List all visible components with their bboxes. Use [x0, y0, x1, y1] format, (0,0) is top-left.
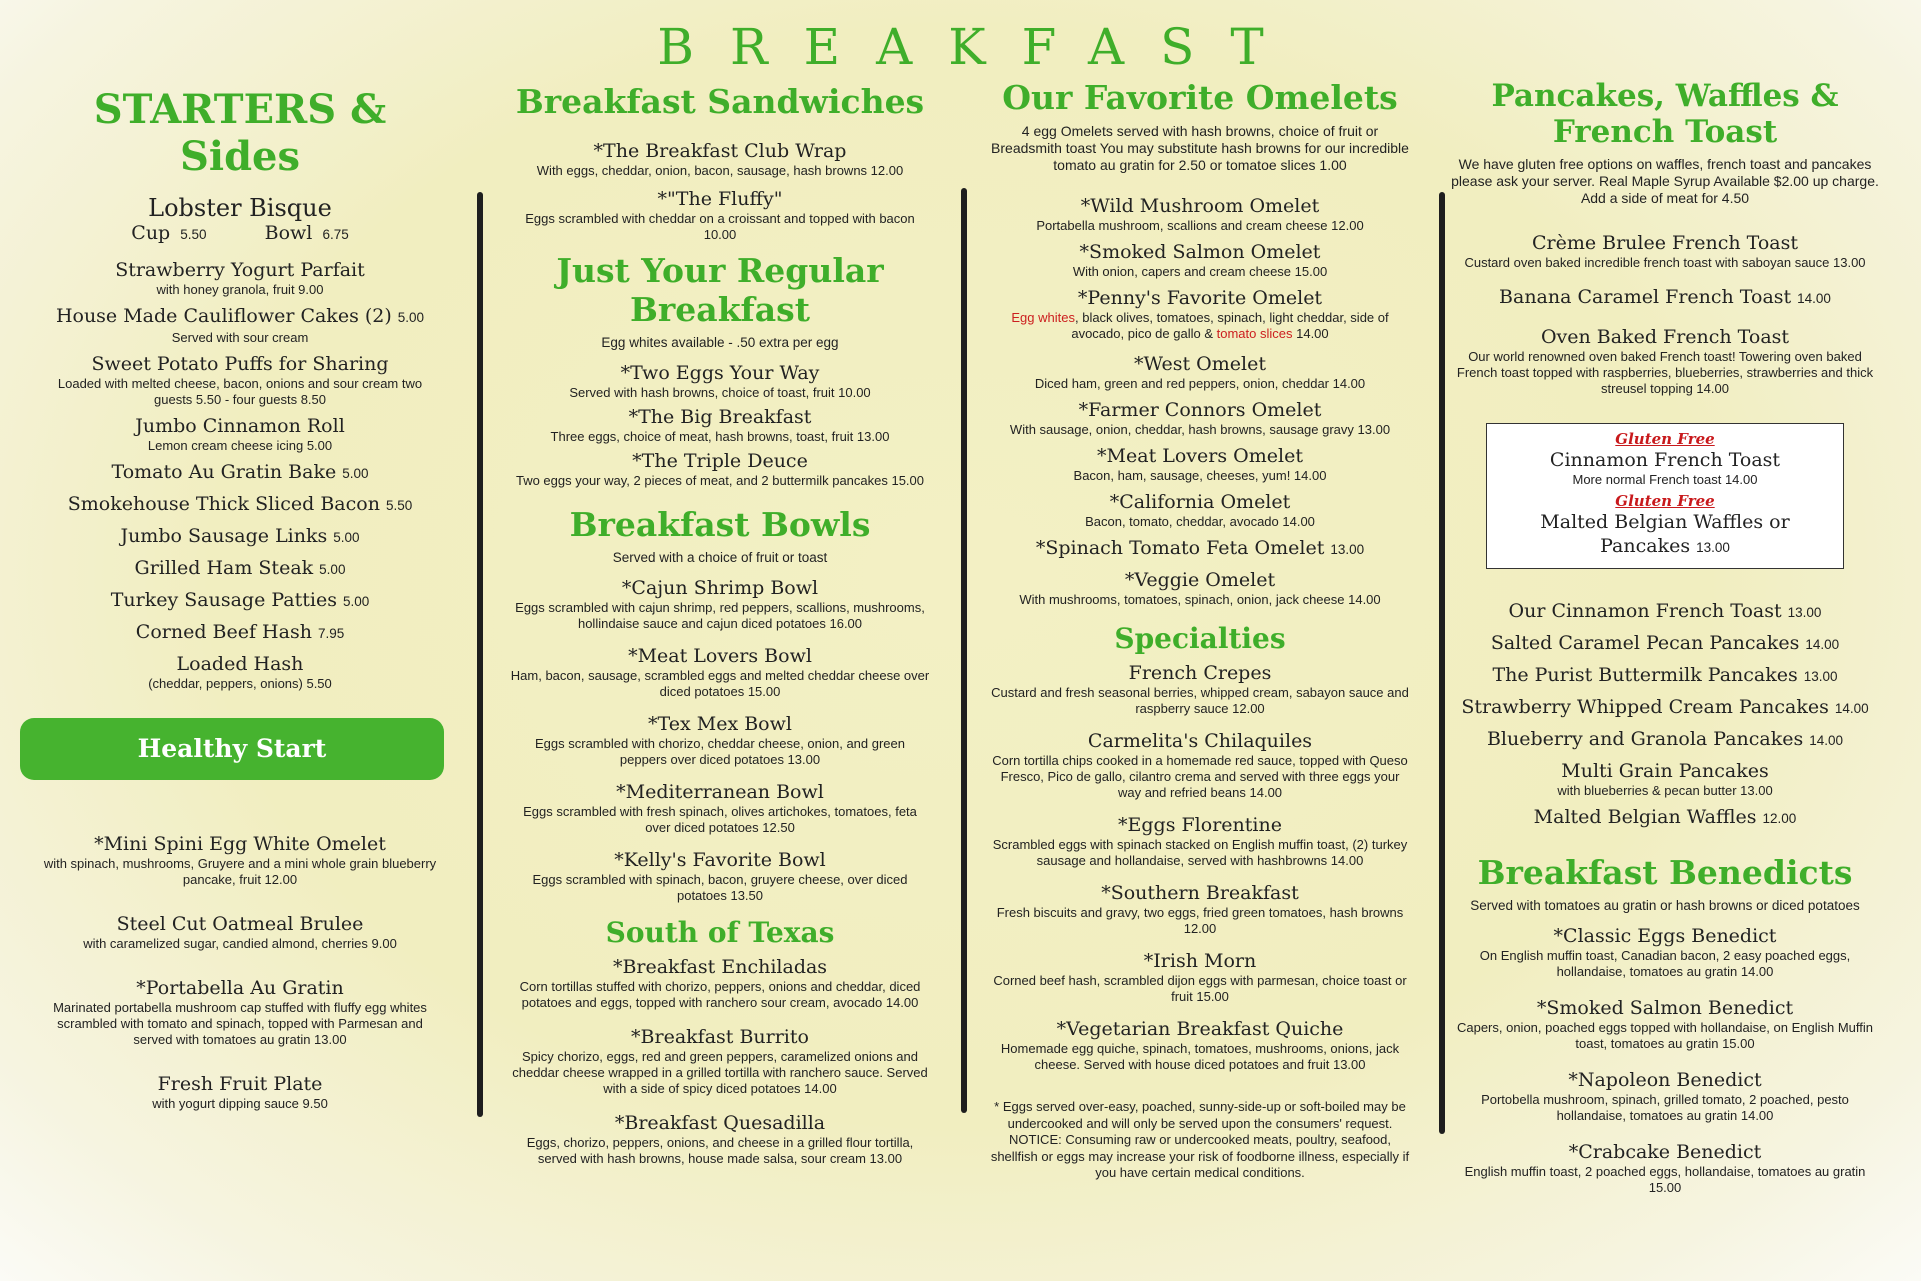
menu-item	[990, 881, 1410, 937]
column-divider	[477, 192, 483, 1117]
menu-item-description: Eggs, chorizo, peppers, onions, and cheese in a grilled flour tortilla, served with hash browns, house made salsa, sour cream 13.00	[526, 1135, 914, 1166]
menu-item-name: Malted Belgian Waffles or Pancakes 13.00	[1540, 511, 1790, 557]
menu-item	[510, 955, 930, 1011]
starters-heading: STARTERS & Sides	[93, 86, 387, 180]
menu-item-name: Oven Baked French Toast	[1540, 326, 1790, 348]
menu-item-description: Lemon cream cheese icing 5.00	[147, 438, 333, 453]
menu-item-description: English muffin toast, 2 poached eggs, hollandaise, tomatoes au gratin 15.00	[1464, 1164, 1866, 1195]
menu-item-name: Tomato Au Gratin Bake 5.00	[111, 461, 369, 483]
menu-item-name: The Purist Buttermilk Pancakes 13.00	[1492, 664, 1838, 686]
menu-item-price: 13.00	[1803, 669, 1838, 684]
menu-item-name: Strawberry Yogurt Parfait	[115, 259, 365, 281]
menu-item	[1450, 1140, 1880, 1196]
menu-item	[40, 460, 440, 486]
menu-item	[990, 729, 1410, 801]
menu-item-description: Fresh biscuits and gravy, two eggs, fried green tomatoes, hash browns 12.00	[996, 905, 1404, 936]
menu-item-price: 13.00	[1696, 540, 1730, 555]
menu-item	[1450, 759, 1880, 799]
menu-item-name: *California Omelet	[1109, 491, 1291, 513]
menu-item	[990, 949, 1410, 1005]
benedicts-heading: Breakfast Benedicts	[1477, 853, 1853, 892]
menu-item-description: Marinated portabella mushroom cap stuffed with fluffy egg whites scrambled with tomato and spinach, topped with Parmesan and served with tomatoes au gratin 13.00	[53, 1000, 427, 1047]
menu-item-description: With sausage, onion, cheddar, hash browns, sausage gravy 13.00	[1009, 422, 1391, 437]
sandwiches-column	[510, 60, 930, 1181]
menu-item-price: 5.00	[397, 310, 425, 325]
menu-item-name: *Classic Eggs Benedict	[1553, 925, 1777, 947]
menu-item-name: *Southern Breakfast	[1101, 882, 1299, 904]
menu-item	[40, 524, 440, 550]
menu-item-name: Loaded Hash	[176, 653, 304, 675]
menu-item-price: 12.00	[1762, 811, 1797, 826]
menu-item-name: Corned Beef Hash 7.95	[135, 621, 345, 643]
menu-item	[990, 194, 1410, 234]
menu-item-description: Scrambled eggs with spinach stacked on English muffin toast, (2) turkey sausage and hollandaise, served with hashbrowns 14.00	[992, 837, 1408, 868]
menu-item-description: Eggs scrambled with cheddar on a croissant and topped with bacon 10.00	[525, 211, 915, 242]
menu-item-name: Our Cinnamon French Toast 13.00	[1508, 600, 1822, 622]
menu-item-name: Steel Cut Oatmeal Brulee	[116, 913, 364, 935]
pancakes-top-list	[1450, 231, 1880, 397]
starters-list	[40, 258, 440, 692]
omelets-list-a	[990, 194, 1410, 280]
menu-item-price: 13.00	[1330, 542, 1365, 557]
menu-item	[40, 258, 440, 298]
healthy-start-banner: Healthy Start	[20, 718, 444, 780]
menu-item-name: *West Omelet	[1134, 353, 1266, 375]
menu-item	[990, 490, 1410, 530]
menu-item-name: Cinnamon French Toast	[1549, 449, 1781, 471]
menu-item	[40, 652, 440, 692]
menu-item-name: *Wild Mushroom Omelet	[1080, 195, 1320, 217]
menu-item	[990, 568, 1410, 608]
menu-item	[510, 644, 930, 700]
menu-item	[1450, 285, 1880, 311]
menu-item-description: On English muffin toast, Canadian bacon, 2 easy poached eggs, hollandaise, tomatoes au gratin 14.00	[1479, 948, 1851, 979]
menu-item-price: 5.00	[319, 562, 346, 577]
menu-item	[40, 976, 440, 1048]
menu-item	[510, 139, 930, 179]
menu-item-name: Fresh Fruit Plate	[157, 1073, 323, 1095]
menu-item	[1450, 663, 1880, 689]
menu-item-description: Corned beef hash, scrambled dijon eggs with parmesan, choice toast or fruit 15.00	[993, 973, 1407, 1004]
menu-item-price: 5.00	[333, 530, 360, 545]
menu-item-description: Custard oven baked incredible french toast with saboyan sauce 13.00	[1464, 255, 1866, 270]
menu-item	[990, 240, 1410, 280]
menu-item-name: *Crabcake Benedict	[1568, 1141, 1762, 1163]
menu-item-name: Crème Brulee French Toast	[1531, 232, 1799, 254]
menu-item-description: Eggs scrambled with chorizo, cheddar cheese, onion, and green peppers over diced potatoes 13.00	[535, 736, 905, 767]
menu-item	[990, 813, 1410, 869]
menu-item-description: Eggs scrambled with fresh spinach, olives artichokes, tomatoes, feta over diced potatoes 12.50	[523, 804, 917, 835]
menu-item-name: *Farmer Connors Omelet	[1078, 399, 1322, 421]
regular-heading: Just Your Regular Breakfast	[556, 251, 884, 329]
bowl-price: 6.75	[322, 227, 349, 242]
menu-item-name: Smokehouse Thick Sliced Bacon 5.50	[67, 493, 413, 515]
menu-item-description: Bacon, ham, sausage, cheeses, yum! 14.00	[1073, 468, 1327, 483]
lobster-bisque-prices	[40, 222, 440, 244]
menu-item-price: 14.00	[1797, 291, 1831, 306]
menu-item-name: *Smoked Salmon Benedict	[1536, 997, 1794, 1019]
menu-item	[990, 1017, 1410, 1073]
page-title: BREAKFAST	[657, 18, 1300, 76]
menu-item	[510, 780, 930, 836]
menu-item-description: Corn tortilla chips cooked in a homemade red sauce, topped with Queso Fresco, Pico de gallo, cilantro crema and served with three eggs your way and refried beans 14.00	[992, 753, 1408, 800]
pancakes-column	[1450, 60, 1880, 1212]
menu-item-name: *The Triple Deuce	[632, 450, 808, 472]
menu-item-description: Served with sour cream	[171, 330, 309, 345]
specialties-heading: Specialties	[1114, 622, 1286, 655]
menu-item-name: *Penny's Favorite Omelet	[1077, 287, 1323, 309]
specialties-list	[990, 661, 1410, 1073]
menu-item-name: *Portabella Au Gratin	[136, 977, 344, 999]
menu-item-description: Ham, bacon, sausage, scrambled eggs and melted cheddar cheese over diced potatoes 15.00	[510, 668, 930, 699]
menu-item	[510, 576, 930, 632]
menu-item-description: Served with hash browns, choice of toast, fruit 10.00	[569, 385, 871, 400]
menu-item	[1450, 805, 1880, 831]
egg-whites-highlight: Egg whites	[1011, 310, 1075, 325]
menu-item-name: Jumbo Cinnamon Roll	[135, 415, 345, 437]
menu-item-description: Homemade egg quiche, spinach, tomatoes, mushrooms, onions, jack cheese. Served with house diced potatoes and fruit 13.00	[1000, 1041, 1400, 1072]
menu-item-description: Diced ham, green and red peppers, onion, cheddar 14.00	[1034, 376, 1366, 391]
menu-item-description: More normal French toast 14.00	[1572, 472, 1758, 487]
menu-item-description: with spinach, mushrooms, Gruyere and a mini whole grain blueberry pancake, fruit 12.00	[43, 856, 437, 887]
menu-item-name: *Irish Morn	[1143, 950, 1257, 972]
menu-item	[1450, 599, 1880, 625]
bowls-heading: Breakfast Bowls	[569, 505, 871, 544]
menu-item	[1450, 727, 1880, 753]
menu-item-name: *Eggs Florentine	[1118, 814, 1282, 836]
menu-item-name: *Veggie Omelet	[1124, 569, 1276, 591]
menu-item-description: Portabella mushroom, scallions and cream cheese 12.00	[1036, 218, 1364, 233]
bowl-label: Bowl	[264, 222, 313, 244]
texas-list	[510, 955, 930, 1167]
menu-item	[40, 832, 440, 888]
omelets-sub: 4 egg Omelets served with hash browns, choice of fruit or Breadsmith toast You may substitute hash browns for our incredible tomato au gratin for 2.50 or tomatoe slices 1.00	[991, 123, 1409, 173]
menu-item	[990, 444, 1410, 484]
menu-item-name: *Two Eggs Your Way	[620, 362, 820, 384]
menu-item-name: *Meat Lovers Omelet	[1097, 445, 1303, 467]
menu-item-name: Strawberry Whipped Cream Pancakes 14.00	[1461, 696, 1869, 718]
menu-item	[990, 398, 1410, 438]
menu-item-description: With eggs, cheddar, onion, bacon, sausage, hash browns 12.00	[536, 163, 904, 178]
menu-item-name: *The Breakfast Club Wrap	[593, 140, 847, 162]
menu-item-description: with caramelized sugar, candied almond, cherries 9.00	[83, 936, 397, 951]
pancakes-heading: Pancakes, Waffles & French Toast	[1491, 78, 1839, 150]
menu-item-description: Spicy chorizo, eggs, red and green peppers, caramelized onions and cheddar cheese wrapped in a grilled tortilla with ranchero sauce. Served with a side of spicy diced potatoes 14.00	[512, 1049, 928, 1096]
menu-item-name: *Meat Lovers Bowl	[628, 645, 812, 667]
menu-item-name: Malted Belgian Waffles 12.00	[1533, 806, 1797, 828]
sandwiches-list	[510, 139, 930, 243]
menu-item-description: Custard and fresh seasonal berries, whipped cream, sabayon sauce and raspberry sauce 12.00	[991, 685, 1409, 716]
menu-item	[40, 352, 440, 408]
tomato-slices-highlight: tomato slices	[1216, 326, 1293, 341]
menu-item-name: *Tex Mex Bowl	[648, 713, 792, 735]
omelets-list-b	[990, 352, 1410, 608]
menu-item-description: Corn tortillas stuffed with chorizo, peppers, onions and cheddar, diced potatoes and eggs, topped with ranchero sour cream, avocado 14.00	[519, 979, 921, 1010]
menu-item-description: with yogurt dipping sauce 9.50	[152, 1096, 328, 1111]
menu-item	[1450, 1068, 1880, 1124]
menu-item-price: 13.00	[1787, 605, 1822, 620]
menu-item	[40, 912, 440, 952]
menu-item-description: Eggs scrambled with spinach, bacon, gruyere cheese, over diced potatoes 13.50	[532, 872, 908, 903]
menu-item-description: Eggs scrambled with cajun shrimp, red peppers, scallions, mushrooms, hollindaise sauce and cajun diced potatoes 16.00	[515, 600, 925, 631]
menu-item-description: Capers, onion, poached eggs topped with hollandaise, on English Muffin toast, tomatoes au gratin 15.00	[1456, 1020, 1874, 1051]
menu-item-price: 7.95	[317, 626, 345, 641]
menu-item-name: *Mini Spini Egg White Omelet	[94, 833, 386, 855]
bowls-sub: Served with a choice of fruit or toast	[612, 550, 828, 565]
menu-item	[40, 1072, 440, 1112]
menu-item-name: Multi Grain Pancakes	[1561, 760, 1769, 782]
menu-item-description: with blueberries & pecan butter 13.00	[1557, 783, 1773, 798]
bowls-list	[510, 576, 930, 904]
menu-item-name: *Cajun Shrimp Bowl	[621, 577, 819, 599]
menu-item-price: 14.00	[1805, 637, 1840, 652]
menu-item-name: *Napoleon Benedict	[1568, 1069, 1762, 1091]
pancakes-sub: We have gluten free options on waffles, french toast and pancakes please ask your server. Real Maple Syrup Available $2.00 up charge. Add a side of meat for 4.50	[1451, 156, 1879, 206]
menu-item-name: Blueberry and Granola Pancakes 14.00	[1486, 728, 1844, 750]
menu-item-name: Turkey Sausage Patties 5.00	[110, 589, 370, 611]
menu-item-name: *The Big Breakfast	[628, 406, 812, 428]
menu-item-description: With mushrooms, tomatoes, spinach, onion, jack cheese 14.00	[1019, 592, 1381, 607]
gluten-free-label: Gluten Free	[1615, 430, 1715, 448]
menu-item	[40, 588, 440, 614]
texas-heading: South of Texas	[605, 916, 835, 949]
menu-item	[1450, 231, 1880, 271]
menu-item-name: *Spinach Tomato Feta Omelet 13.00	[1035, 537, 1365, 559]
menu-item-name: Jumbo Sausage Links 5.00	[120, 525, 360, 547]
regular-list	[510, 361, 930, 489]
lobster-bisque-name: Lobster Bisque	[148, 194, 332, 222]
menu-item-name: Banana Caramel French Toast 14.00	[1499, 286, 1831, 308]
menu-item-name: *Mediterranean Bowl	[616, 781, 824, 803]
cup-label: Cup	[131, 222, 171, 244]
menu-item-name: French Crepes	[1128, 662, 1272, 684]
menu-item-description: with honey granola, fruit 9.00	[156, 282, 324, 297]
menu-item-name: *Kelly's Favorite Bowl	[614, 849, 826, 871]
menu-item	[990, 352, 1410, 392]
menu-item	[510, 1025, 930, 1097]
omelets-heading: Our Favorite Omelets	[1002, 78, 1398, 117]
menu-item-name: House Made Cauliflower Cakes (2) 5.00	[55, 305, 425, 327]
gluten-free-label: Gluten Free	[1615, 492, 1715, 510]
menu-item	[1450, 631, 1880, 657]
menu-item	[1450, 996, 1880, 1052]
menu-item-name: *Vegetarian Breakfast Quiche	[1056, 1018, 1344, 1040]
menu-item	[1450, 695, 1880, 721]
cup-price: 5.50	[180, 227, 207, 242]
menu-item-description: Loaded with melted cheese, bacon, onions and sour cream two guests 5.50 - four guests 8.50	[57, 376, 423, 407]
menu-item	[510, 361, 930, 401]
menu-item	[990, 661, 1410, 717]
benedicts-list	[1450, 924, 1880, 1196]
benedicts-sub: Served with tomatoes au gratin or hash browns or diced potatoes	[1470, 898, 1860, 913]
menu-item	[510, 1111, 930, 1167]
column-divider	[1439, 192, 1445, 1134]
menu-item	[40, 556, 440, 582]
menu-item	[40, 492, 440, 518]
menu-item-price: 14.00	[1834, 701, 1869, 716]
menu-item-price: 14.00	[1809, 733, 1844, 748]
menu-item-name: *"The Fluffy"	[657, 188, 783, 210]
menu-item-description: Egg whites, black olives, tomatoes, spinach, light cheddar, side of avocado, pico de gallo & tomato slices 14.00	[1011, 310, 1389, 341]
menu-item-name: Grilled Ham Steak 5.00	[134, 557, 346, 579]
menu-item	[1450, 325, 1880, 397]
menu-item	[990, 536, 1410, 562]
menu-item-price: 5.00	[342, 466, 369, 481]
menu-item-description: Bacon, tomato, cheddar, avocado 14.00	[1085, 514, 1315, 529]
column-divider	[961, 188, 967, 1113]
regular-sub: Egg whites available - .50 extra per egg	[601, 335, 839, 350]
menu-item-description: Two eggs your way, 2 pieces of meat, and 2 buttermilk pancakes 15.00	[515, 473, 925, 488]
menu-item-name: *Breakfast Quesadilla	[614, 1112, 826, 1134]
menu-item-name: Sweet Potato Puffs for Sharing	[91, 353, 389, 375]
menu-item	[1450, 924, 1880, 980]
menu-item-name: *Smoked Salmon Omelet	[1079, 241, 1321, 263]
menu-item	[510, 848, 930, 904]
sandwiches-heading: Breakfast Sandwiches	[515, 82, 925, 121]
food-safety-notice: * Eggs served over-easy, poached, sunny-side-up or soft-boiled may be undercooked and will only be served upon the consumers' request. NOTICE: Consuming raw or undercooked meats, poultry, seafood, shellfish or eggs may increase your risk of foodborne illness, especially if you have certain medical conditions.	[990, 1099, 1410, 1180]
menu-item	[510, 187, 930, 243]
omelets-column	[990, 60, 1410, 1182]
gluten-free-box	[1486, 423, 1844, 569]
menu-item-description: Portobella mushroom, spinach, grilled tomato, 2 poached, pesto hollandaise, tomatoes au gratin 14.00	[1481, 1092, 1849, 1123]
menu-item-name: Carmelita's Chilaquiles	[1087, 730, 1313, 752]
menu-item-description: Three eggs, choice of meat, hash browns, toast, fruit 13.00	[550, 429, 890, 444]
pancakes-bottom-list	[1450, 599, 1880, 831]
menu-item	[40, 304, 440, 346]
menu-item-description: Our world renowned oven baked French toast! Towering oven baked French toast topped with raspberries, blueberries, strawberries and thick streusel topping 14.00	[1456, 349, 1874, 396]
menu-item	[510, 449, 930, 489]
menu-item-name: *Breakfast Enchiladas	[612, 956, 828, 978]
menu-item-description: (cheddar, peppers, onions) 5.50	[148, 676, 332, 691]
menu-item-price: 5.00	[342, 594, 370, 609]
menu-item	[510, 712, 930, 768]
starters-column	[40, 60, 440, 1136]
menu-item-name: Salted Caramel Pecan Pancakes 14.00	[1490, 632, 1840, 654]
menu-item-price: 5.50	[385, 498, 413, 513]
menu-item-description: With onion, capers and cream cheese 15.00	[1072, 264, 1328, 279]
healthy-list	[40, 832, 440, 1112]
menu-item-name: *Breakfast Burrito	[631, 1026, 809, 1048]
menu-item	[510, 405, 930, 445]
menu-item	[990, 286, 1410, 342]
menu-item	[40, 620, 440, 646]
menu-item	[40, 414, 440, 454]
